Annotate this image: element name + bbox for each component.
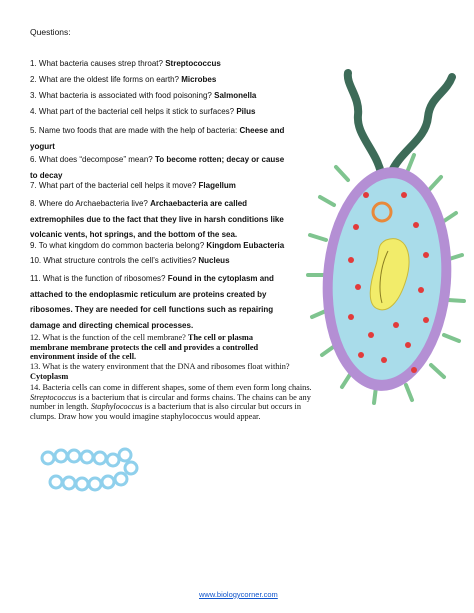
coccus-13 bbox=[63, 477, 75, 489]
coccus-3 bbox=[68, 450, 80, 462]
answer-3: Salmonella bbox=[214, 91, 257, 100]
answer-2: Microbes bbox=[181, 75, 217, 84]
flagella bbox=[348, 73, 452, 173]
footer-link[interactable]: www.biologycorner.com bbox=[199, 590, 278, 599]
answer-8: Archaebacteria are called extremophiles due to the fact that they live in harsh conditions like volcanic vents, hot springs, and the bottom of the sea. bbox=[30, 199, 284, 239]
coccus-1 bbox=[42, 452, 54, 464]
question-5: 5. Name two foods that are made with the help of bacteria: Cheese and yogurt bbox=[30, 126, 285, 151]
question-3: 3. What bacteria is associated with food poisoning? Salmonella bbox=[30, 91, 257, 100]
question-4: 4. What part of the bacterial cell helps it stick to surfaces? Pilus bbox=[30, 107, 256, 116]
question-14: 14. Bacteria cells can come in different shapes, some of them even form long chains. Streptococcus is a bacterium that is circular and forms chains. The chains can be any number in length. Staphylococcus is a bacterium that is also circular but occurs in clumps. Draw how you would imagine staphylococcus would appear. bbox=[30, 383, 312, 421]
answer-5: Cheese and yogurt bbox=[30, 126, 285, 151]
answer-1: Streptococcus bbox=[165, 59, 221, 68]
question-7: 7. What part of the bacterial cell helps it move? Flagellum bbox=[30, 181, 236, 190]
answer-11: Found in the cytoplasm and attached to the endoplasmic reticulum are proteins created by ribosomes. They are needed for cell functions such as repairing damage and directing chemical processes. bbox=[30, 274, 274, 330]
coccus-11 bbox=[89, 478, 101, 490]
bacterial-cell-diagram bbox=[296, 55, 471, 415]
coccus-9 bbox=[115, 473, 127, 485]
coccus-4 bbox=[81, 451, 93, 463]
answer-7: Flagellum bbox=[198, 181, 236, 190]
questions-heading: Questions: bbox=[30, 27, 71, 37]
question-1: 1. What bacteria causes strep throat? Streptococcus bbox=[30, 59, 221, 68]
streptococcus-term: Streptococcus bbox=[30, 392, 77, 402]
coccus-12 bbox=[76, 478, 88, 490]
question-8: 8. Where do Archaebacteria live? Archaebacteria are called extremophiles due to the fact that they live in harsh conditions like volcanic vents, hot springs, and the bottom of the sea. bbox=[30, 199, 284, 239]
question-10: 10. What structure controls the cell’s activities? Nucleus bbox=[30, 256, 230, 265]
question-2: 2. What are the oldest life forms on earth? Microbes bbox=[30, 75, 217, 84]
question-11: 11. What is the function of ribosomes? Found in the cytoplasm and attached to the endoplasmic reticulum are proteins created by ribosomes. They are needed for cell functions such as repairing damage and directing chemical processes. bbox=[30, 274, 274, 330]
answer-12: The cell or plasma membrane membrane protects the cell and provides a controlled environment inside of the cell. bbox=[30, 333, 259, 362]
coccus-6 bbox=[107, 454, 119, 466]
streptococcus-chain-drawing bbox=[36, 446, 146, 496]
coccus-8 bbox=[125, 462, 137, 474]
answer-6: To become rotten; decay or cause to decay bbox=[30, 155, 285, 180]
question-12: 12. What is the function of the cell membrane? The cell or plasma membrane membrane protects the cell and provides a controlled environment inside of the cell. bbox=[30, 333, 259, 362]
question-6: 6. What does “decompose” mean? To become rotten; decay or cause to decay bbox=[30, 155, 285, 180]
coccus-5 bbox=[94, 452, 106, 464]
answer-13: Cytoplasm bbox=[30, 371, 69, 381]
coccus-2 bbox=[55, 450, 67, 462]
coccus-7 bbox=[119, 449, 131, 461]
answer-9: Kingdom Eubacteria bbox=[206, 241, 285, 250]
staphylococcus-term: Staphylococcus bbox=[90, 402, 143, 412]
answer-4: Pilus bbox=[236, 107, 256, 116]
question-13: 13. What is the watery environment that the DNA and ribosomes float within? Cytoplasm bbox=[30, 362, 290, 381]
question-9: 9. To what kingdom do common bacteria belong? Kingdom Eubacteria bbox=[30, 241, 285, 250]
answer-10: Nucleus bbox=[198, 256, 230, 265]
coccus-14 bbox=[50, 476, 62, 488]
coccus-10 bbox=[102, 476, 114, 488]
